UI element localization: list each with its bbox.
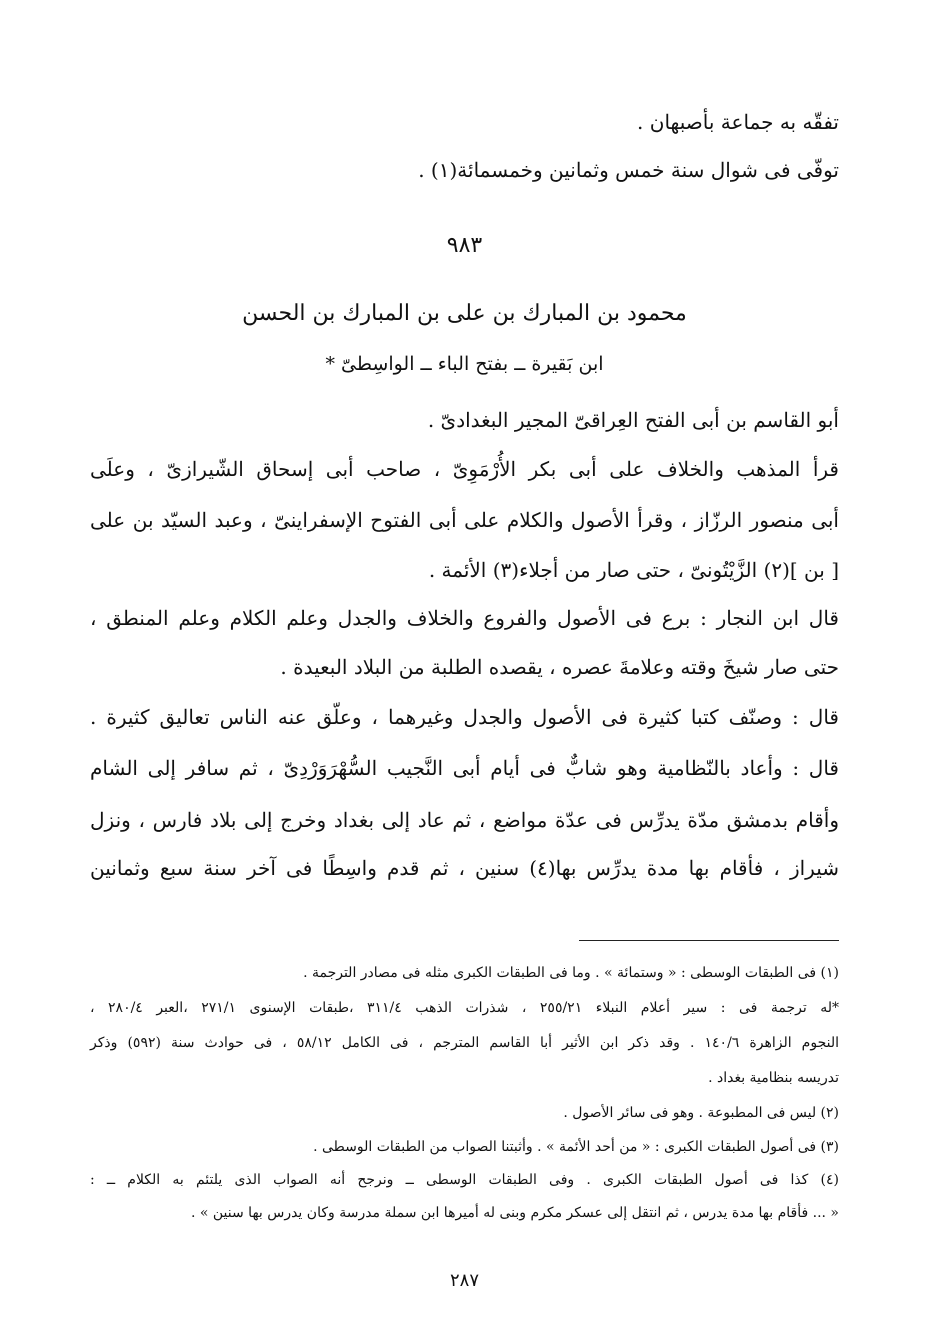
text-line: توفّى فى شوال سنة خمس وثمانين وخمسمائة(١) . [418, 158, 839, 182]
paragraph-line: قرأ المذهب والخلاف على أبى بكر الأُرْمَوِىّ ، صاحب أبى إسحاق الشّيرازىّ ، وعلَى [90, 457, 839, 481]
paragraph-line: أبى منصور الرزّاز ، وقرأ الأصول والكلام على أبى الفتوح الإسفراينىّ ، وعبد السيّد بن على [90, 508, 839, 532]
footnote: (٣) فى أصول الطبقات الكبرى : « من أحد الأئمة » . وأثبتنا الصواب من الطبقات الوسطى . [313, 1139, 839, 1155]
paragraph-line: شيراز ، فأقام بها مدة يدرِّس بها(٤) سنين ، ثم قدم واسِطًا فى آخر سنة سبع وثمانين [90, 856, 839, 880]
entry-name: محمود بن المبارك بن على بن المبارك بن الحسن [242, 301, 687, 326]
footnote: النجوم الزاهرة ١٤٠/٦ . وقد ذكر ابن الأثير أبا القاسم المترجم ، فى الكامل ٥٨/١٢ ، فى حوادث سنة (٥٩٢) وذكر [90, 1035, 839, 1051]
paragraph-line: وأقام بدمشق مدّة يدرِّس فى عدّة مواضع ، ثم عاد إلى بغداد وخرج إلى بلاد فارس ، ونزل [90, 808, 840, 832]
footnote: « ... فأقام بها مدة يدرس ، ثم انتقل إلى عسكر مكرم وبنى له أميرها ابن سملة مدرسة وكان يدرس بها سنين » . [190, 1205, 839, 1221]
footnote: تدريسه بنظامية بغداد . [708, 1070, 839, 1086]
paragraph-line: [ بن ](٢) الزَّيْتُونىّ ، حتى صار من أجلاء(٣) الأئمة . [428, 558, 839, 582]
footnote-divider [579, 940, 839, 941]
paragraph-line: قال ابن النجار : برع فى الأصول والفروع والخلاف والجدل وعلم الكلام وعلم المنطق ، [90, 606, 839, 630]
entry-nisba: ابن بَقيرة ــ بفتح الباء ــ الواسِطىّ * [325, 353, 604, 375]
paragraph-line: قال : وأعاد بالنّظامية وهو شابٌّ فى أيام أبى النَّجيب السُّهْرَوَرْدِىّ ، ثم سافر إلى الشام [90, 756, 839, 780]
entry-number: ٩٨٣ [446, 233, 483, 258]
paragraph-line: حتى صار شيخَ وقته وعلامةَ عصره ، يقصده الطلبة من البلاد البعيدة . [280, 655, 839, 679]
paragraph-line: أبو القاسم بن أبى الفتح العِراقىّ المجير البغدادىّ . [427, 408, 839, 432]
text-line: تفقّه به جماعة بأصبهان . [637, 110, 839, 134]
footnote: (٢) ليس فى المطبوعة . وهو فى سائر الأصول . [563, 1105, 839, 1121]
footnote: (٤) كذا فى أصول الطبقات الكبرى . وفى الطبقات الوسطى ــ ونرجح أنه الصواب الذى يلتئم به الكلام ــ : [90, 1172, 839, 1188]
footnote: *له ترجمة فى : سير أعلام النبلاء ٢٥٥/٢١ ، شذرات الذهب ٣١١/٤ ،طبقات الإسنوى ٢٧١/١ ،العبر ٢٨٠/٤ ، [90, 1000, 840, 1016]
paragraph-line: قال : وصنّف كتبا كثيرة فى الأصول والجدل وغيرهما ، وعلّق عنه الناس تعاليق كثيرة . [90, 705, 839, 729]
footnote: (١) فى الطبقات الوسطى : « وستمائة » . وما فى الطبقات الكبرى مثله فى مصادر الترجمة . [303, 965, 839, 981]
page-number: ٢٨٧ [449, 1270, 479, 1291]
